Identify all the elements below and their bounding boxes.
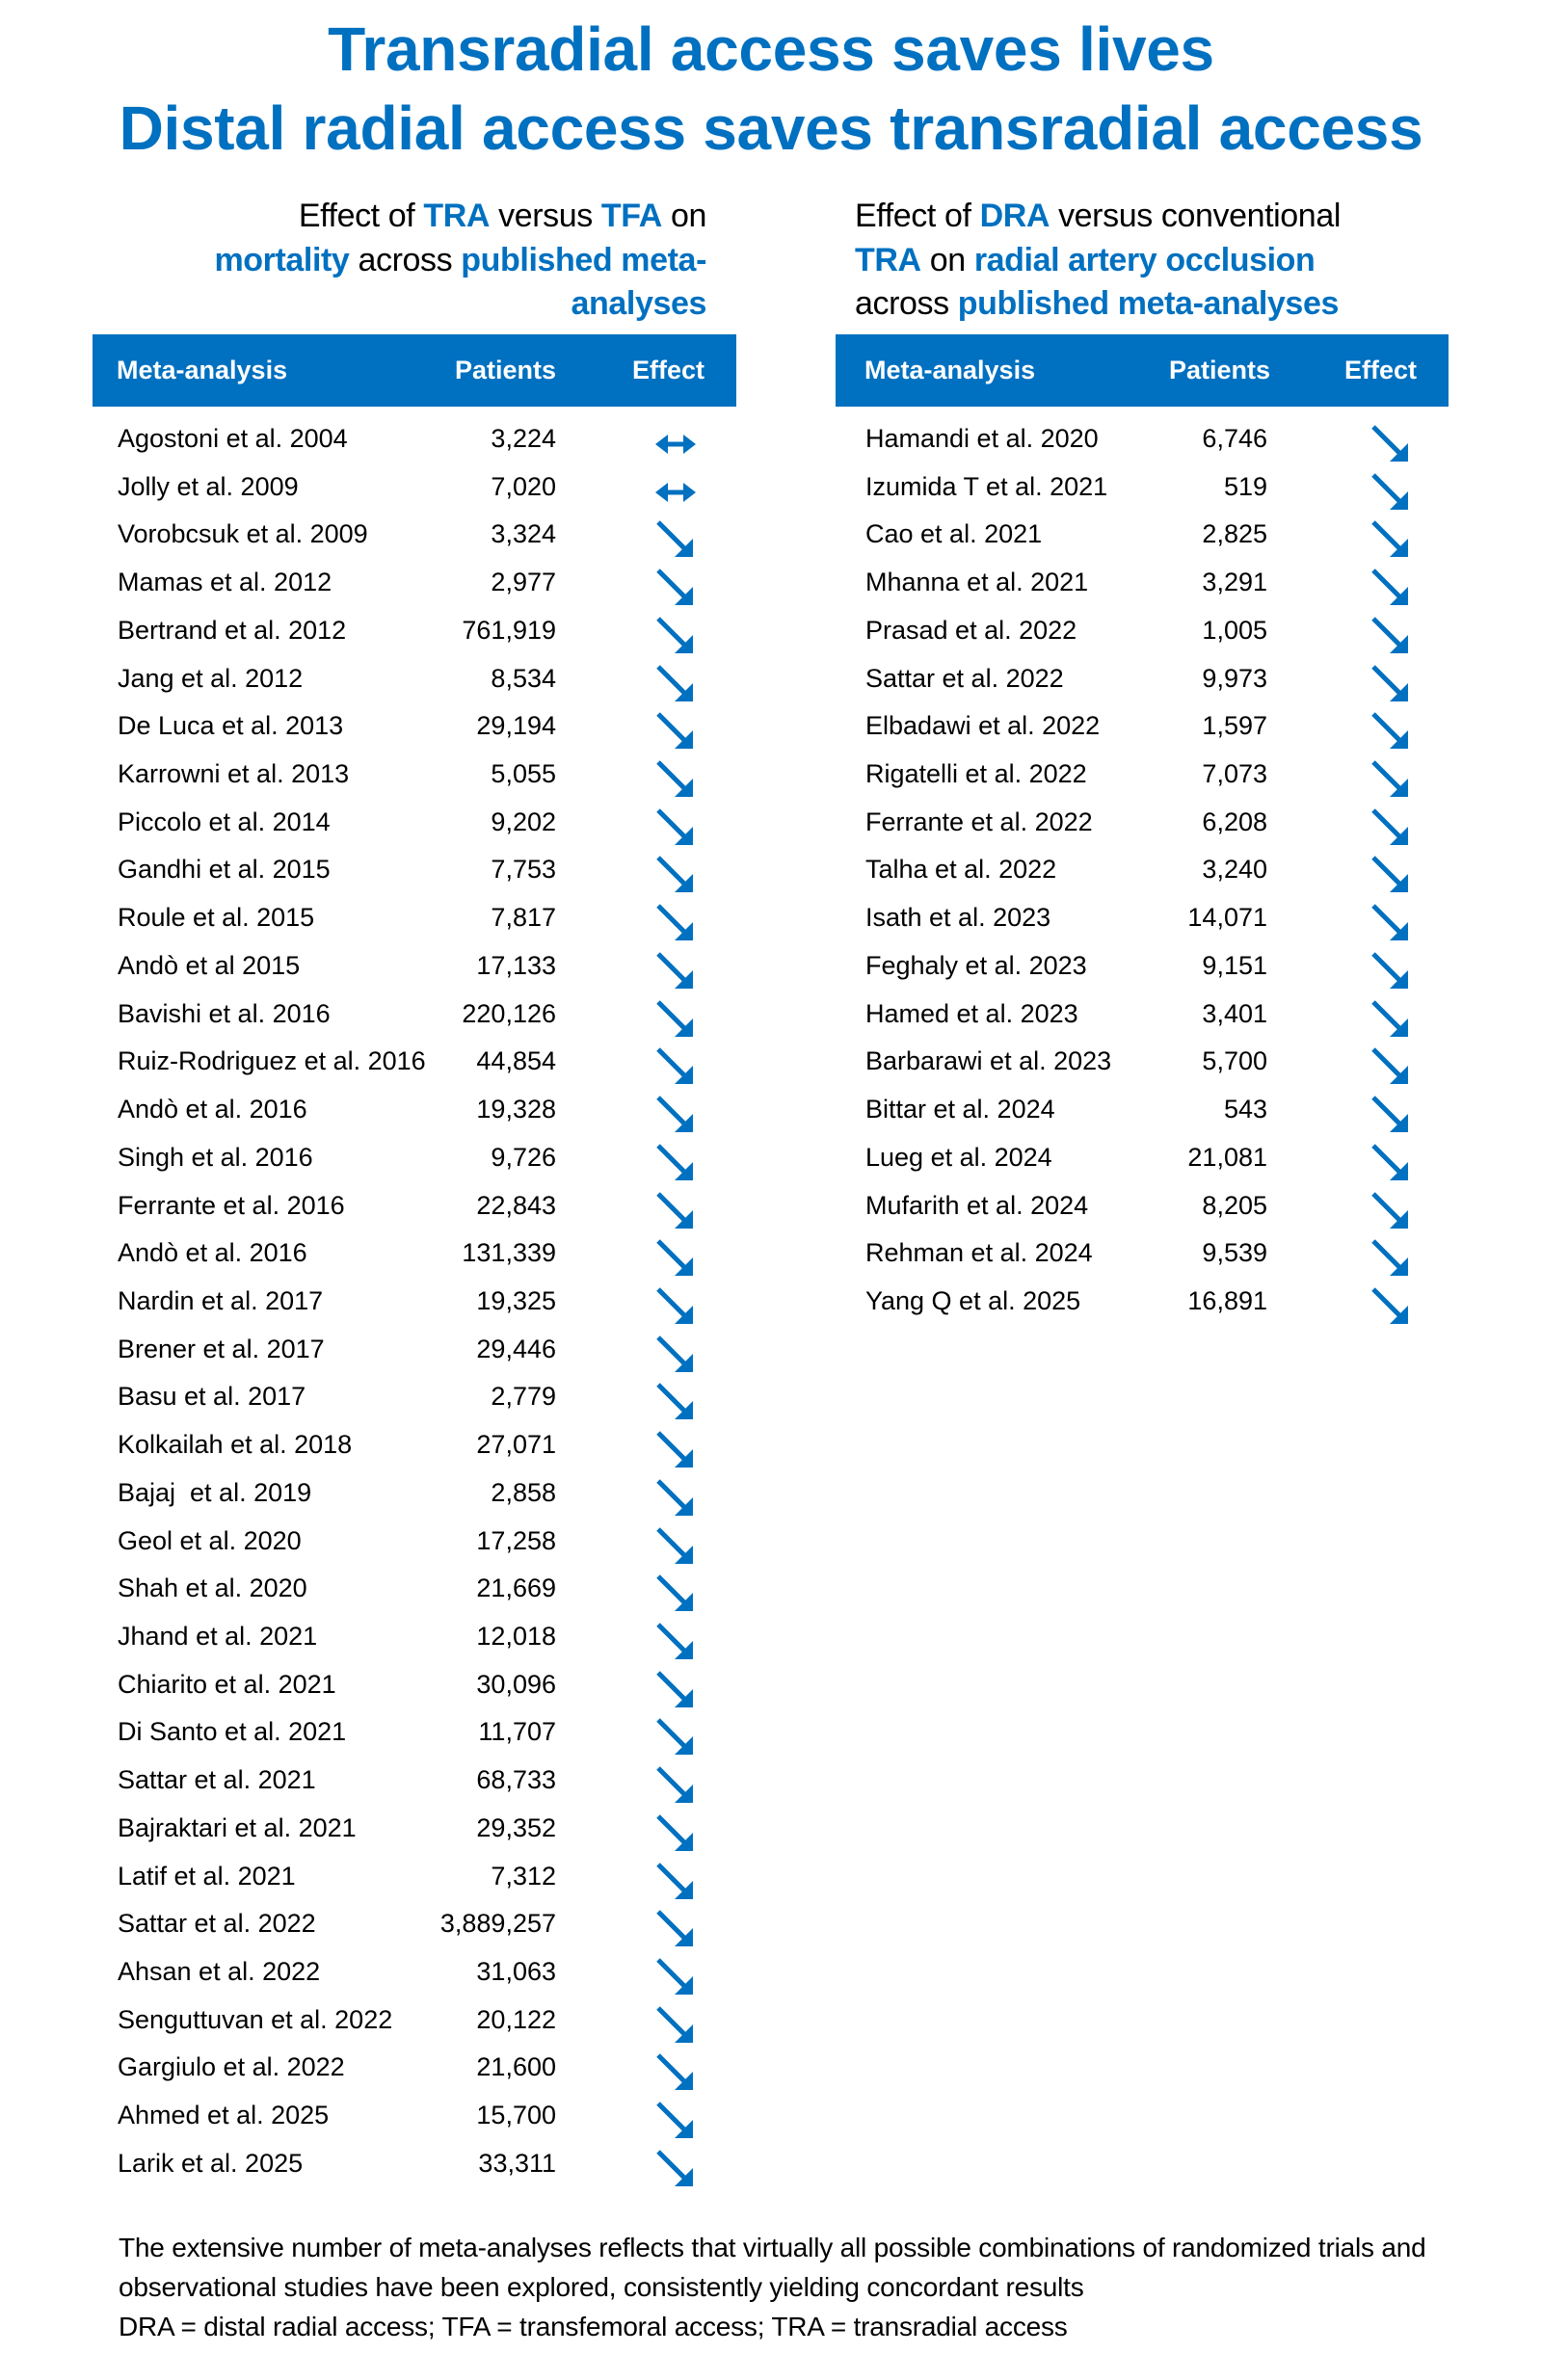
decrease-arrow-icon (653, 1189, 698, 1233)
decrease-arrow-icon (1369, 566, 1413, 610)
table-row (93, 519, 736, 568)
decrease-arrow-icon (653, 757, 698, 802)
table-row (836, 807, 1449, 856)
decrease-arrow-icon (653, 2003, 698, 2048)
patient-count: 9,726 (491, 1142, 556, 1172)
table-row (836, 1286, 1449, 1335)
meta-analysis-name: Jhand et al. 2021 (118, 1621, 318, 1651)
subtitle-highlight: TRA (855, 241, 921, 278)
decrease-arrow-icon (653, 1763, 698, 1808)
meta-analysis-name: Ahsan et al. 2022 (118, 1957, 321, 1986)
patient-count: 15,700 (476, 2101, 556, 2130)
table-row (836, 903, 1449, 951)
patient-count: 16,891 (1187, 1285, 1267, 1315)
table-row (93, 1430, 736, 1478)
subtitle-highlight: TRA (423, 198, 491, 234)
subtitle-highlight: published meta- (461, 241, 706, 278)
subtitle-highlight: TFA (600, 198, 662, 234)
table-row (836, 472, 1449, 520)
patient-count: 1,597 (1202, 711, 1267, 741)
meta-analysis-name: Roule et al. 2015 (118, 903, 315, 933)
column-header-patients: Patients (1168, 356, 1270, 384)
table-row (93, 759, 736, 807)
patient-count: 7,020 (491, 471, 556, 501)
patient-count: 5,055 (491, 759, 556, 789)
decrease-arrow-icon (1369, 1141, 1413, 1185)
meta-analysis-name: Brener et al. 2017 (118, 1334, 325, 1363)
meta-analysis-name: Sattar et al. 2022 (118, 1909, 316, 1939)
right-panel-subtitle (855, 195, 1472, 327)
decrease-arrow-icon (1369, 901, 1413, 945)
table-row (836, 1046, 1449, 1095)
decrease-arrow-icon (653, 709, 698, 754)
meta-analysis-name: Mamas et al. 2012 (118, 568, 332, 597)
table-row (93, 711, 736, 759)
column-header-meta-analysis: Meta-analysis (117, 356, 288, 384)
patient-count: 29,352 (476, 1812, 556, 1842)
table-row (836, 664, 1449, 712)
meta-analysis-name: Larik et al. 2025 (118, 2148, 304, 2178)
table-row (93, 1957, 736, 2005)
meta-analysis-name: Ferrante et al. 2016 (118, 1190, 345, 1220)
table-row (93, 1335, 736, 1383)
patient-count: 7,312 (491, 1861, 556, 1891)
subtitle-text: versus conventional (1050, 198, 1341, 234)
meta-analysis-name: Hamandi et al. 2020 (865, 424, 1099, 453)
meta-analysis-name: Senguttuvan et al. 2022 (118, 2004, 393, 2034)
subtitle-text: on (920, 241, 974, 278)
patient-count: 29,446 (476, 1334, 556, 1363)
table-row (93, 1286, 736, 1335)
meta-analysis-name: Mhanna et al. 2021 (865, 568, 1089, 597)
meta-analysis-name: Rigatelli et al. 2022 (865, 759, 1087, 789)
patient-count: 8,205 (1202, 1190, 1267, 1220)
table-row (836, 855, 1449, 903)
meta-analysis-name: Bertrand et al. 2012 (118, 615, 347, 645)
table-row (93, 2149, 736, 2197)
table-row (93, 616, 736, 664)
decrease-arrow-icon (653, 1955, 698, 1999)
decrease-arrow-icon (1369, 1189, 1413, 1233)
patient-count: 2,825 (1202, 519, 1267, 549)
subtitle-highlight: DRA (979, 198, 1050, 234)
main-title-line-2: Distal radial access saves transradial access (119, 93, 1423, 163)
decrease-arrow-icon (653, 1907, 698, 1951)
table-row (836, 1238, 1449, 1286)
table-row (93, 1143, 736, 1191)
patient-count: 519 (1223, 471, 1267, 501)
meta-analysis-name: Gargiulo et al. 2022 (118, 2052, 345, 2082)
meta-analysis-name: Basu et al. 2017 (118, 1382, 306, 1412)
meta-analysis-name: Bittar et al. 2024 (865, 1095, 1055, 1124)
meta-analysis-name: Prasad et al. 2022 (865, 615, 1077, 645)
patient-count: 30,096 (476, 1669, 556, 1699)
neutral-arrow-icon (653, 422, 698, 466)
meta-analysis-name: Sattar et al. 2021 (118, 1765, 316, 1795)
decrease-arrow-icon (653, 2099, 698, 2143)
decrease-arrow-icon (653, 1428, 698, 1472)
meta-analysis-name: Barbarawi et al. 2023 (865, 1046, 1112, 1076)
table-row (836, 759, 1449, 807)
patient-count: 11,707 (478, 1717, 556, 1747)
decrease-arrow-icon (653, 1380, 698, 1424)
patient-count: 2,779 (491, 1382, 556, 1412)
table-row (93, 424, 736, 472)
decrease-arrow-icon (653, 1045, 698, 1089)
decrease-arrow-icon (1369, 806, 1413, 850)
patient-count: 19,328 (476, 1095, 556, 1124)
patient-count: 22,843 (476, 1190, 556, 1220)
meta-analysis-name: Karrowni et al. 2013 (118, 759, 350, 789)
patient-count: 2,977 (491, 568, 556, 597)
decrease-arrow-icon (653, 1668, 698, 1712)
patient-count: 12,018 (476, 1621, 556, 1651)
patient-count: 131,339 (462, 1238, 556, 1268)
main-title-line-1: Transradial access saves lives (328, 14, 1214, 84)
subtitle-highlight: analyses (571, 285, 706, 322)
decrease-arrow-icon (1369, 614, 1413, 658)
decrease-arrow-icon (653, 1860, 698, 1904)
meta-analysis-name: Latif et al. 2021 (118, 1861, 296, 1891)
decrease-arrow-icon (1369, 1045, 1413, 1089)
decrease-arrow-icon (653, 517, 698, 562)
column-header-effect: Effect (631, 356, 705, 384)
meta-analysis-name: Izumida T et al. 2021 (865, 471, 1108, 501)
meta-analysis-name: Hamed et al. 2023 (865, 998, 1078, 1028)
decrease-arrow-icon (1369, 422, 1413, 466)
patient-count: 29,194 (476, 711, 556, 741)
column-header-patients: Patients (454, 356, 556, 384)
meta-analysis-name: Talha et al. 2022 (865, 855, 1057, 885)
patient-count: 3,291 (1202, 568, 1267, 597)
patient-count: 33,311 (478, 2148, 556, 2178)
subtitle-highlight: published meta-analyses (957, 285, 1339, 322)
patient-count: 31,063 (476, 1957, 556, 1986)
subtitle-text: versus (490, 198, 601, 234)
patient-count: 19,325 (476, 1285, 556, 1315)
meta-analysis-name: Mufarith et al. 2024 (865, 1190, 1089, 1220)
decrease-arrow-icon (1369, 470, 1413, 515)
decrease-arrow-icon (653, 997, 698, 1042)
meta-analysis-name: Bajraktari et al. 2021 (118, 1812, 357, 1842)
meta-analysis-name: Ahmed et al. 2025 (118, 2101, 330, 2130)
table-row (93, 1622, 736, 1670)
table-row (836, 568, 1449, 616)
patient-count: 14,071 (1187, 903, 1267, 933)
meta-analysis-name: Lueg et al. 2024 (865, 1142, 1052, 1172)
meta-analysis-name: Bavishi et al. 2016 (118, 998, 331, 1028)
meta-analysis-name: Sattar et al. 2022 (865, 663, 1064, 693)
table-row (93, 1717, 736, 1765)
decrease-arrow-icon (1369, 709, 1413, 754)
table-row (836, 424, 1449, 472)
subtitle-text: across (855, 285, 958, 322)
neutral-arrow-icon (653, 470, 698, 515)
patient-count: 3,889,257 (439, 1909, 556, 1939)
table-row (93, 2005, 736, 2053)
table-row (93, 1191, 736, 1239)
decrease-arrow-icon (653, 662, 698, 706)
patient-count: 6,746 (1202, 424, 1267, 453)
column-header-effect: Effect (1343, 356, 1417, 384)
meta-analysis-name: Singh et al. 2016 (118, 1142, 313, 1172)
patient-count: 17,133 (476, 950, 556, 980)
decrease-arrow-icon (653, 1284, 698, 1329)
meta-analysis-name: Andò et al. 2016 (118, 1238, 307, 1268)
decrease-arrow-icon (653, 1333, 698, 1377)
patient-count: 21,669 (476, 1573, 556, 1603)
subtitle-highlight: mortality (214, 241, 350, 278)
decrease-arrow-icon (1369, 949, 1413, 993)
table-row (93, 1382, 736, 1430)
table-row (836, 951, 1449, 999)
table-row (93, 1670, 736, 1718)
patient-count: 3,240 (1202, 855, 1267, 885)
table-row (93, 568, 736, 616)
meta-analysis-name: Vorobcsuk et al. 2009 (118, 519, 368, 549)
meta-analysis-name: Jang et al. 2012 (118, 663, 304, 693)
meta-analysis-name: Kolkailah et al. 2018 (118, 1430, 353, 1460)
table-row (93, 1573, 736, 1622)
decrease-arrow-icon (653, 1141, 698, 1185)
decrease-arrow-icon (653, 614, 698, 658)
decrease-arrow-icon (653, 2147, 698, 2191)
patient-count: 2,858 (491, 1477, 556, 1507)
patient-count: 1,005 (1202, 615, 1267, 645)
decrease-arrow-icon (1369, 517, 1413, 562)
patient-count: 17,258 (476, 1525, 556, 1555)
subtitle-text: Effect of (298, 198, 424, 234)
decrease-arrow-icon (653, 1236, 698, 1281)
patient-count: 761,919 (462, 615, 556, 645)
dra-vs-tra-table (836, 334, 1449, 1335)
table-row (93, 1862, 736, 1910)
subtitle-text: Effect of (855, 198, 980, 234)
meta-analysis-name: Ferrante et al. 2022 (865, 807, 1093, 836)
table-row (93, 807, 736, 856)
decrease-arrow-icon (653, 1476, 698, 1521)
meta-analysis-name: De Luca et al. 2013 (118, 711, 344, 741)
meta-analysis-name: Ruiz-Rodriguez et al. 2016 (118, 1046, 426, 1076)
patient-count: 21,081 (1187, 1142, 1267, 1172)
patient-count: 20,122 (476, 2004, 556, 2034)
table-header (836, 334, 1449, 407)
decrease-arrow-icon (653, 1620, 698, 1664)
patient-count: 3,401 (1202, 998, 1267, 1028)
footnote-text: The extensive number of meta-analyses reflects that virtually all possible combinations of randomized trials and observational studies have been explored, consistently yielding concordant results (119, 2233, 1426, 2302)
decrease-arrow-icon (1369, 853, 1413, 897)
table-row (93, 903, 736, 951)
meta-analysis-name: Piccolo et al. 2014 (118, 807, 331, 836)
decrease-arrow-icon (653, 566, 698, 610)
decrease-arrow-icon (653, 1572, 698, 1616)
subtitle-text: across (349, 241, 462, 278)
meta-analysis-name: Bajaj et al. 2019 (118, 1477, 312, 1507)
subtitle-highlight: radial artery occlusion (973, 241, 1316, 278)
table-body (93, 407, 736, 2197)
table-row (836, 616, 1449, 664)
table-header (93, 334, 736, 407)
table-row (93, 1526, 736, 1574)
table-row (93, 1765, 736, 1813)
meta-analysis-name: Agostoni et al. 2004 (118, 424, 348, 453)
patient-count: 5,700 (1202, 1046, 1267, 1076)
meta-analysis-name: Andò et al. 2016 (118, 1095, 307, 1124)
patient-count: 9,151 (1202, 950, 1267, 980)
table-row (836, 999, 1449, 1047)
decrease-arrow-icon (653, 1524, 698, 1569)
decrease-arrow-icon (1369, 1284, 1413, 1329)
decrease-arrow-icon (653, 1811, 698, 1856)
meta-analysis-name: Shah et al. 2020 (118, 1573, 307, 1603)
decrease-arrow-icon (1369, 662, 1413, 706)
patient-count: 3,324 (491, 519, 556, 549)
table-row (93, 472, 736, 520)
table-row (93, 2101, 736, 2149)
table-row (836, 711, 1449, 759)
patient-count: 21,600 (476, 2052, 556, 2082)
tra-vs-tfa-table (93, 334, 736, 2197)
column-header-meta-analysis: Meta-analysis (864, 356, 1036, 384)
meta-analysis-name: Gandhi et al. 2015 (118, 855, 331, 885)
meta-analysis-name: Feghaly et al. 2023 (865, 950, 1087, 980)
meta-analysis-name: Andò et al 2015 (118, 950, 301, 980)
patient-count: 7,073 (1202, 759, 1267, 789)
patient-count: 68,733 (476, 1765, 556, 1795)
table-row (93, 1238, 736, 1286)
decrease-arrow-icon (1369, 1093, 1413, 1137)
decrease-arrow-icon (653, 1715, 698, 1759)
patient-count: 8,534 (491, 663, 556, 693)
meta-analysis-name: Rehman et al. 2024 (865, 1238, 1093, 1268)
meta-analysis-name: Elbadawi et al. 2022 (865, 711, 1101, 741)
table-row (836, 1191, 1449, 1239)
decrease-arrow-icon (1369, 1236, 1413, 1281)
meta-analysis-name: Yang Q et al. 2025 (865, 1285, 1081, 1315)
decrease-arrow-icon (653, 853, 698, 897)
footnote-abbreviations: DRA = distal radial access; TFA = transfemoral access; TRA = transradial access (119, 2312, 1068, 2341)
meta-analysis-name: Nardin et al. 2017 (118, 1285, 324, 1315)
decrease-arrow-icon (653, 901, 698, 945)
table-row (836, 1095, 1449, 1143)
meta-analysis-name: Geol et al. 2020 (118, 1525, 302, 1555)
table-row (93, 999, 736, 1047)
patient-count: 9,539 (1202, 1238, 1267, 1268)
meta-analysis-name: Isath et al. 2023 (865, 903, 1051, 933)
table-row (93, 951, 736, 999)
decrease-arrow-icon (653, 949, 698, 993)
subtitle-text: on (661, 198, 706, 234)
decrease-arrow-icon (653, 1093, 698, 1137)
table-row (93, 855, 736, 903)
patient-count: 9,202 (491, 807, 556, 836)
meta-analysis-name: Cao et al. 2021 (865, 519, 1043, 549)
meta-analysis-name: Jolly et al. 2009 (118, 471, 299, 501)
table-row (836, 519, 1449, 568)
meta-analysis-name: Chiarito et al. 2021 (118, 1669, 336, 1699)
table-row (93, 1095, 736, 1143)
decrease-arrow-icon (1369, 757, 1413, 802)
meta-analysis-name: Di Santo et al. 2021 (118, 1717, 347, 1747)
patient-count: 9,973 (1202, 663, 1267, 693)
patient-count: 220,126 (462, 998, 556, 1028)
decrease-arrow-icon (653, 2050, 698, 2095)
table-row (93, 1478, 736, 1526)
patient-count: 543 (1223, 1095, 1267, 1124)
table-body (836, 407, 1449, 1335)
table-row (93, 1909, 736, 1957)
table-row (836, 1143, 1449, 1191)
patient-count: 6,208 (1202, 807, 1267, 836)
table-row (93, 664, 736, 712)
patient-count: 3,224 (491, 424, 556, 453)
decrease-arrow-icon (653, 806, 698, 850)
table-row (93, 2052, 736, 2101)
patient-count: 7,817 (491, 903, 556, 933)
footnote (119, 2228, 1487, 2346)
patient-count: 7,753 (491, 855, 556, 885)
left-panel-subtitle (90, 195, 706, 327)
patient-count: 44,854 (476, 1046, 556, 1076)
decrease-arrow-icon (1369, 997, 1413, 1042)
patient-count: 27,071 (476, 1430, 556, 1460)
table-row (93, 1813, 736, 1862)
table-row (93, 1046, 736, 1095)
